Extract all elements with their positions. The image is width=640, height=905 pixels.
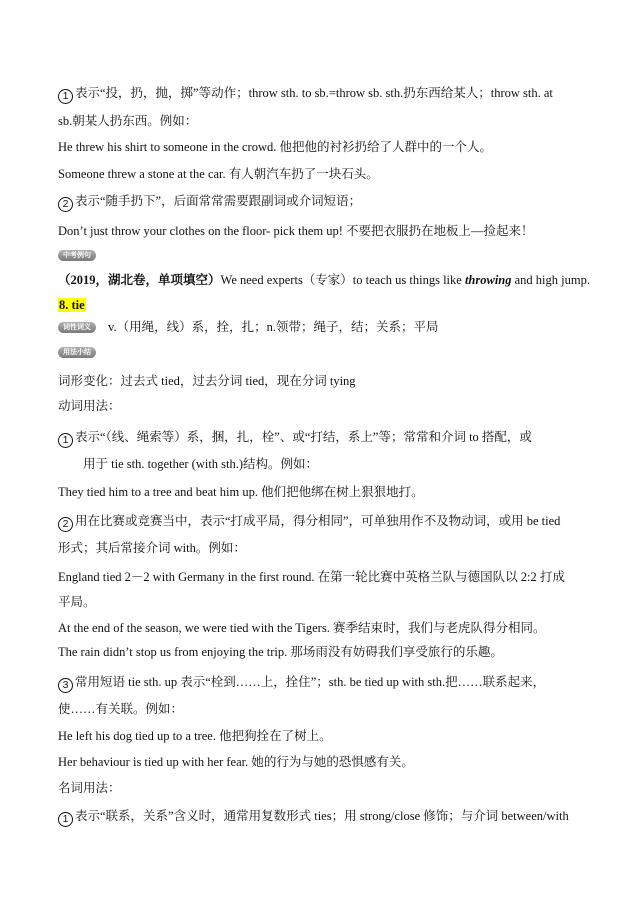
exam-text-before: We need experts（专家）to teach us things like — [220, 273, 465, 287]
usage-number-marker: 1 — [58, 89, 73, 104]
usage-number-marker: 1 — [58, 812, 73, 827]
example-sentence-continuation: 平局。 — [58, 595, 96, 609]
usage-number-marker: 2 — [58, 197, 73, 212]
verb-usage-heading: 动词用法： — [58, 399, 121, 413]
usage-number-marker: 1 — [58, 433, 73, 448]
usage-number-marker: 2 — [58, 517, 73, 532]
exam-source: （2019，湖北卷，单项填空） — [58, 273, 221, 287]
throw-usage-2-line-1 — [58, 192, 361, 210]
word-meaning: v.（用绳，线）系，拴，扎；n.领带；绳子，结；关系；平局 — [108, 320, 439, 334]
example-sentence: The rain didn’t stop us from enjoying the trip. 那场雨没有妨碍我们享受旅行的乐趣。 — [58, 645, 503, 659]
example-sentence: He threw his shirt to someone in the crowd. 他把他的衬衫扔给了人群中的一个人。 — [58, 140, 492, 154]
example-sentence: He left his dog tied up to a tree. 他把狗拴在了树上。 — [58, 729, 332, 743]
tie-verb-usage-3-line-2: 使……有关联。例如： — [58, 702, 184, 716]
example-sentence: At the end of the season, we were tied with the Tigers. 赛季结束时，我们与老虎队得分相同。 — [58, 621, 546, 635]
usage-text: 用在比赛或竞赛当中，表示“打成平局，得分相同”，可单独用作不及物动词，或用 be tied — [75, 514, 561, 528]
usage-text: 表示“（线、绳索等）系，捆，扎，栓”、或“打结，系上”等；常常和介词 to 搭配，或 — [75, 430, 532, 444]
usage-summary-badge: 用法小结 — [58, 347, 96, 358]
usage-text: 表示“随手扔下”，后面常常需要跟副词或介词短语； — [75, 194, 362, 208]
tie-verb-usage-1-line-1 — [58, 428, 532, 446]
usage-text: 表示“联系，关系”含义时，通常用复数形式 ties；用 strong/close 修饰；与介词 between/with — [75, 809, 569, 823]
throw-usage-1-line-1 — [58, 84, 553, 102]
usage-text: 表示“投，扔，抛，掷”等动作；throw sth. to sb.=throw sb. sth.扔东西给某人；throw sth. at — [75, 86, 553, 100]
exam-example-badge: 中考例句 — [58, 250, 96, 261]
exam-keyword: throwing — [464, 273, 512, 287]
noun-usage-heading: 名词用法： — [58, 781, 121, 795]
exam-example-sentence — [58, 271, 590, 289]
example-sentence: Don’t just throw your clothes on the floor- pick them up! 不要把衣服扔在地板上—捡起来！ — [58, 224, 534, 238]
usage-number-marker: 3 — [58, 678, 73, 693]
meaning-badge: 词性词义 — [58, 322, 96, 333]
usage-text: 常用短语 tie sth. up 表示“栓到……上，拴住”；sth. be tied up with sth.把……联系起来， — [75, 675, 546, 689]
example-sentence: England tied 2－2 with Germany in the first round. 在第一轮比赛中英格兰队与德国队以 2:2 打成 — [58, 570, 565, 584]
throw-usage-1-line-2: sb.朝某人扔东西。例如： — [58, 114, 198, 128]
tie-verb-usage-2-line-2: 形式；其后常接介词 with。例如： — [58, 541, 246, 555]
word-forms: 词形变化：过去式 tied，过去分词 tied，现在分词 tying — [58, 374, 356, 388]
word-heading — [58, 296, 86, 314]
example-sentence: They tied him to a tree and beat him up. 他们把他绑在树上狠狠地打。 — [58, 485, 424, 499]
tie-verb-usage-3-line-1 — [58, 673, 545, 691]
example-sentence: Her behaviour is tied up with her fear. 她的行为与她的恐惧感有关。 — [58, 755, 414, 769]
tie-verb-usage-2-line-1 — [58, 512, 560, 530]
example-sentence: Someone threw a stone at the car. 有人朝汽车扔了一块石头。 — [58, 167, 379, 181]
exam-text-after: and high jump. — [511, 273, 590, 287]
tie-noun-usage-1-line-1 — [58, 807, 569, 825]
tie-verb-usage-1-line-2: 用于 tie sth. together (with sth.)结构。例如： — [83, 457, 319, 471]
highlighted-heading: 8. tie — [59, 298, 85, 312]
